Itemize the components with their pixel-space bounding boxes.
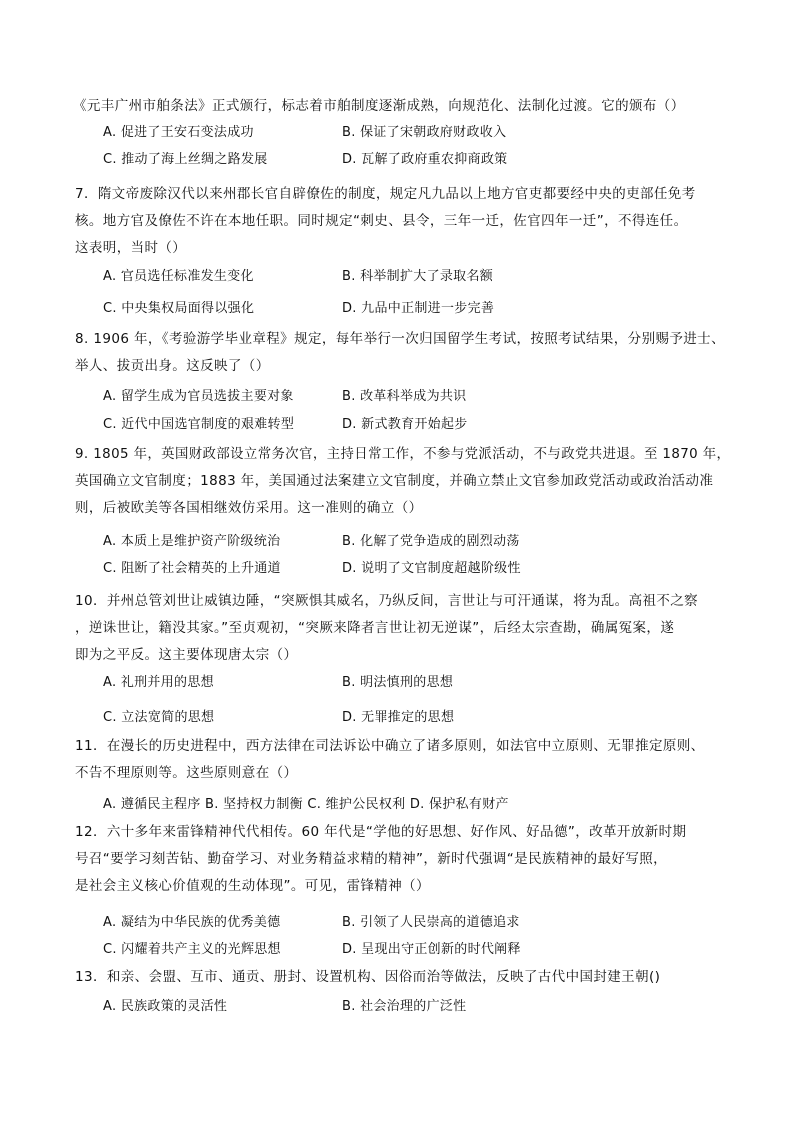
q9-option-b: B. 化解了党争造成的剧烈动荡 [342,534,520,549]
q9-option-d: D. 说明了文官制度超越阶级性 [342,561,521,576]
q8-stem-line-2: 举人、拔贡出身。这反映了（） [75,358,270,374]
q12-stem-line-3: 是社会主义核心价值观的生动体现”。可见，雷锋精神（） [75,878,430,894]
q9-option-c: C. 阻断了社会精英的上升通道 [103,561,281,576]
q7-option-b: B. 科举制扩大了录取名额 [342,269,494,284]
q9-stem-line-2: 英国确立文官制度；1883 年，美国通过法案建立文官制度，并确立禁止文官参加政党活动或政治活动准 [75,473,714,489]
q9-option-a: A. 本质上是维护资产阶级统治 [103,534,281,549]
q8-option-d: D. 新式教育开始起步 [342,417,468,432]
q8-option-c: C. 近代中国选官制度的艰难转型 [103,417,295,432]
q7-stem-line-1: 7．隋文帝废除汉代以来州郡长官自辟僚佐的制度，规定凡九品以上地方官吏都要经中央的吏部任免考 [75,186,696,202]
q7-option-d: D. 九品中正制进一步完善 [342,301,495,316]
q10-option-a: A. 礼刑并用的思想 [103,675,214,690]
q12-option-a: A. 凝结为中华民族的优秀美德 [103,915,281,930]
q7-option-a: A. 官员选任标准发生变化 [103,269,254,284]
q8-option-b: B. 改革科举成为共识 [342,389,467,404]
q6-option-b: B. 保证了宋朝政府财政收入 [342,125,507,140]
q12-stem-line-2: 号召“要学习刻苦钻、勤奋学习、对业务精益求精的精神”，新时代强调“是民族精神的最好写照， [75,851,668,867]
q13-option-a: A. 民族政策的灵活性 [103,999,228,1014]
q7-stem-line-3: 这表明，当时（） [75,240,187,256]
q6-option-d: D. 瓦解了政府重农抑商政策 [342,152,508,167]
q10-option-d: D. 无罪推定的思想 [342,710,455,725]
q9-stem-line-3: 则，后被欧美等各国相继效仿采用。这一准则的确立（） [75,500,423,516]
q13-option-b: B. 社会治理的广泛性 [342,999,467,1014]
q13-stem-line-1: 13．和亲、会盟、互市、通贡、册封、设置机构、因俗而治等做法，反映了古代中国封建王朝() [75,969,661,985]
q11-stem-line-1: 11．在漫长的历史进程中，西方法律在司法诉讼中确立了诸多原则，如法官中立原则、无罪推定原则、 [75,738,705,754]
q10-option-b: B. 明法慎刑的思想 [342,675,454,690]
q11-stem-line-2: 不告不理原则等。这些原则意在（） [75,765,298,781]
q7-stem-line-2: 核。地方官及僚佐不许在本地任职。同时规定“刺史、县令，三年一迁，佐官四年一迁”，不得连任。 [75,213,688,229]
q12-option-b: B. 引领了人民崇高的道德追求 [342,915,520,930]
q8-stem-line-1: 8. 1906 年，《考验游学毕业章程》规定，每年举行一次归国留学生考试，按照考试结果，分别赐予进士、 [75,331,725,347]
q11-options: A. 遵循民主程序 B. 坚持权力制衡 C. 维护公民权利 D. 保护私有财产 [103,797,509,812]
q7-option-c: C. 中央集权局面得以强化 [103,301,255,316]
q10-stem-line-3: 即为之平反。这主要体现唐太宗（） [75,647,298,663]
q6-option-a: A. 促进了王安石变法成功 [103,125,254,140]
q10-stem-line-2: ，逆诛世让，籍没其家。”至贞观初，“突厥来降者言世让初无逆谋”，后经太宗查勘，确属冤案，遂 [75,620,675,636]
q8-option-a: A. 留学生成为官员选拔主要对象 [103,389,294,404]
q12-stem-line-1: 12．六十多年来雷锋精神代代相传。60 年代是“学他的好思想、好作风、好品德”，改革开放新时期 [75,824,687,840]
q10-option-c: C. 立法宽简的思想 [103,710,215,725]
q6-option-c: C. 推动了海上丝绸之路发展 [103,152,268,167]
q6-stem: 《元丰广州市舶条法》正式颁行，标志着市舶制度逐渐成熟，向规范化、法制化过渡。它的颁布（） [73,98,685,114]
q9-stem-line-1: 9. 1805 年，英国财政部设立常务次官，主持日常工作，不参与党派活动，不与政党共进退。至 1870 年， [75,446,731,462]
q12-option-d: D. 呈现出守正创新的时代阐释 [342,942,521,957]
q12-option-c: C. 闪耀着共产主义的光辉思想 [103,942,281,957]
q10-stem-line-1: 10．并州总管刘世让威镇边陲，“突厥惧其威名，乃纵反间，言世让与可汗通谋，将为乱。高祖不之察 [75,593,699,609]
